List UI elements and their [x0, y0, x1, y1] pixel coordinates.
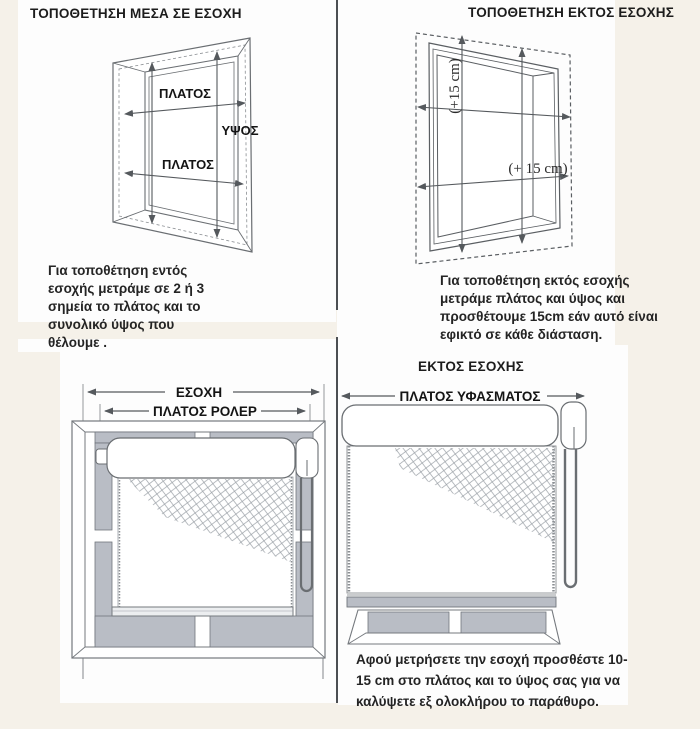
frame-bottom-right	[210, 616, 313, 647]
width-label-bottom: ΠΛΑΤΟΣ	[162, 157, 214, 172]
chain-loop	[565, 449, 576, 587]
fabric-width-label: ΠΛΑΤΟΣ ΥΦΑΣΜΑΤΟΣ	[399, 389, 541, 404]
note-add-measure: Αφού μετρήσετε την εσοχή προσθέστε 10-15 cm στο πλάτος και το ύψος σας για να καλύψετε εξ ολοκλήρου το παράθυρο.	[356, 652, 628, 709]
frame-bottom-left	[95, 616, 195, 647]
vertical-divider-top	[336, 0, 338, 310]
title-inside-recess: ΤΟΠΟΘΕΤΗΣΗ ΜΕΣΑ ΣΕ ΕΣΟΧΗ	[30, 6, 242, 21]
note-outside-recess: Για τοποθέτηση εκτός εσοχής μετράμε πλάτος και ύψος και προσθέτουμε 15cm εάν αυτό είναι εφικτό σε κάθε διάσταση.	[440, 273, 658, 342]
recess-label: ΕΣΟΧΗ	[175, 385, 223, 400]
heading-outside-recess: ΕΚΤΟΣ ΕΣΟΧΗΣ	[418, 359, 524, 374]
roller-tube	[107, 438, 295, 478]
roller-tube	[342, 405, 558, 446]
window-bottom	[348, 610, 560, 644]
height-label: ΥΨΟΣ	[221, 123, 259, 138]
outside-recess-window-diagram	[405, 27, 615, 270]
roller-end-cap	[561, 402, 586, 449]
wall-lines	[83, 658, 323, 679]
roller-inside-recess-diagram	[65, 372, 333, 705]
inside-recess-window-diagram	[88, 32, 273, 262]
window-opening	[145, 56, 238, 230]
height-plus-label: (+15 cm)	[447, 58, 463, 114]
width-plus-label: (+ 15 cm)	[508, 161, 568, 177]
roller-width-label: ΠΛΑΤΟΣ ΡΟΛΕΡ	[153, 404, 257, 419]
fabric-bottom-bar	[347, 595, 556, 607]
width-label-top: ΠΛΑΤΟΣ	[159, 86, 211, 101]
title-outside-recess: ΤΟΠΟΘΕΤΗΣΗ ΕΚΤΟΣ ΕΣΟΧΗΣ	[468, 5, 675, 20]
roller-end-cap	[296, 438, 318, 478]
roller-outside-recess-diagram	[338, 383, 632, 648]
note-inside-recess: Για τοποθέτηση εντός εσοχής μετράμε σε 2 ή 3 σημεία το πλάτος και το συνολικό ύψος που θέλουμε .	[48, 263, 205, 350]
window-pane-left	[368, 612, 449, 633]
fabric-bottom-bar	[112, 607, 293, 616]
window-pane-right	[461, 612, 546, 633]
